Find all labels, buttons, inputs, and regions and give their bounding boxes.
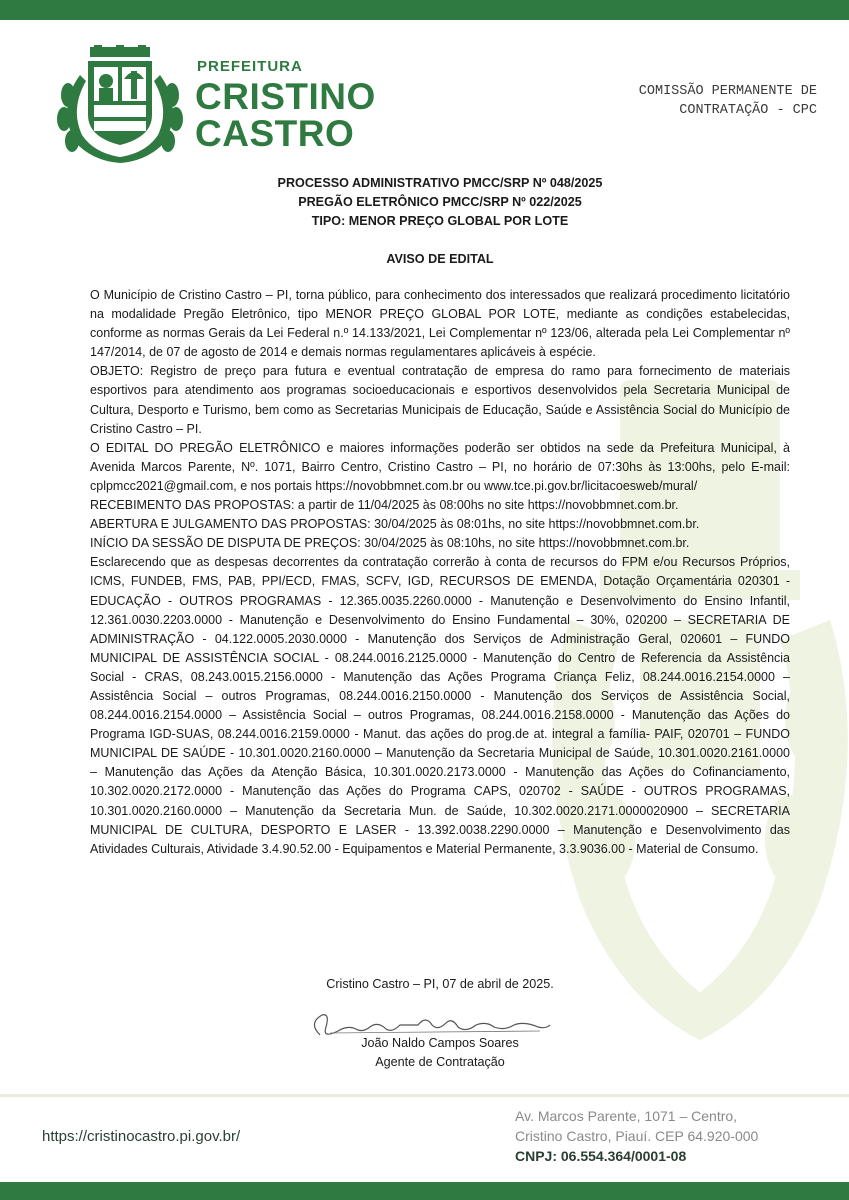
document-title — [90, 174, 790, 231]
brand-name-line1: CRISTINO — [195, 76, 376, 117]
footer-cnpj: CNPJ: 06.554.364/0001-08 — [515, 1148, 687, 1164]
paragraph-object: OBJETO: Registro de preço para futura e eventual contratação de empresa do ramo para fornecimento de materiais esportivos para atendimento aos programas socioeducacionais e esportivos desenvolvidos pela Secretaria Municipal de Cultura, Desporto e Turismo, bem como as Secretarias Municipais de Educação, Saúde e Assistência Social do Município de Cristino Castro – PI. — [90, 364, 790, 436]
city-crest-logo-icon — [50, 45, 190, 165]
title-line-process: PROCESSO ADMINISTRATIVO PMCC/SRP Nº 048/2025 — [277, 176, 603, 190]
commission-line1: COMISSÃO PERMANENTE DE — [638, 84, 817, 99]
footer-website: https://cristinocastro.pi.gov.br/ — [42, 1128, 241, 1145]
brand-prefix: PREFEITURA — [197, 58, 303, 75]
signer-name: João Naldo Campos Soares — [361, 1036, 519, 1050]
title-line-type: TIPO: MENOR PREÇO GLOBAL POR LOTE — [311, 214, 569, 228]
paragraph-intro: O Município de Cristino Castro – PI, torna público, para conhecimento dos interessados que realizará procedimento licitatório na modalidade Pregão Eletrônico, tipo MENOR PREÇO GLOBAL POR LOTE, mediante as condições estabelecidas, conforme as normas Gerais da Lei Federal n.º 14.133/2021, Lei Complementar nº 123/06, alterada pela Lei Complementar nº 147/2014, de 07 de agosto de 2014 e demais normas regulamentares aplicáveis à espécie. — [90, 288, 790, 360]
paragraph-dispute-start: INÍCIO DA SESSÃO DE DISPUTA DE PREÇOS: 30/04/2025 às 08:10hs, no site https://novobbmnet.com.br. — [90, 536, 690, 551]
paragraph-opening: ABERTURA E JULGAMENTO DAS PROPOSTAS: 30/04/2025 às 08:01hs, no site https://novobbmnet.com.br. — [90, 517, 700, 532]
commission-line2: CONTRATAÇÃO - CPC — [679, 103, 817, 118]
signature-date: Cristino Castro – PI, 07 de abril de 2025. — [326, 977, 554, 991]
signer-block — [300, 1034, 580, 1072]
signer-role: Agente de Contratação — [375, 1055, 505, 1069]
footer-address-line1: Av. Marcos Parente, 1071 – Centro, — [515, 1108, 738, 1124]
commission-header — [639, 82, 817, 120]
bottom-green-bar — [0, 1182, 849, 1200]
brand-name-line2: CASTRO — [195, 113, 355, 154]
top-green-bar — [0, 0, 849, 20]
document-subtitle: AVISO DE EDITAL — [386, 252, 494, 266]
brand-name — [195, 78, 376, 152]
title-line-pregao: PREGÃO ELETRÔNICO PMCC/SRP Nº 022/2025 — [298, 195, 582, 209]
footer-divider — [0, 1094, 849, 1097]
paragraph-edital-info: O EDITAL DO PREGÃO ELETRÔNICO e maiores informações poderão ser obtidos na sede da Prefeitura Municipal, à Avenida Marcos Parente, Nº. 1071, Bairro Centro, Cristino Castro – PI, no horário de 07:30hs às 13:00hs, pelo E-mail: cplpmcc2021@gmail.com, e nos portais https://novobbmnet.com.br ou www.tce.pi.gov.br/licitacoesweb/mural/ — [90, 440, 790, 493]
footer-address — [515, 1106, 758, 1166]
paragraph-receipt: RECEBIMENTO DAS PROPOSTAS: a partir de 11/04/2025 às 08:00hs no site https://novobbmnet.com.br. — [90, 498, 679, 513]
footer-address-line2: Cristino Castro, Piauí. CEP 64.920-000 — [515, 1128, 759, 1144]
paragraph-budget: Esclarecendo que as despesas decorrentes da contratação correrão à conta de recursos do FPM e/ou Recursos Próprios, ICMS, FUNDEB, FMS, PAB, PPI/ECD, FMAS, SCFV, IGD, RECURSOS DE EMENDA, Dotação Orçamentária 020301 - EDUCAÇÃO - OUTROS PROGRAMAS - 12.365.0035.2260.0000 - Manutenção e Desenvolvimento do Ensino Infantil, 12.361.0030.2203.0000 - Manutenção e Desenvolvimento do Ensino Fundamental – 30%, 020200 – SECRETARIA DE ADMINISTRAÇÃO - 04.122.0005.2030.0000 - Manutenção dos Serviços de Administração Geral, 020601 – FUNDO MUNICIPAL DE ASSISTÊNCIA SOCIAL - 08.244.0016.2125.0000 - Manutenção do Centro de Referencia da Assistência Social - CRAS, 08.243.0015.2156.0000 - Manutenção das Ações Programa Criança Feliz, 08.244.0016.2154.0000 – Assistência Social – outros Programas, 08.244.0016.2150.0000 - Manutenção dos Serviços de Assistência Social, 08.244.0016.2154.0000 – Assistência Social – outros Programas, 08.244.0016.2158.0000 - Manutenção das Ações do Programa IGD-SUAS, 08.244.0016.2159.0000 - Manut. das ações do prog.de at. integral a família- PAIF, 020701 – FUNDO MUNICIPAL DE SAÚDE - 10.301.0020.2160.0000 – Manutenção da Secretaria Municipal de Saúde, 10.301.0020.2161.0000 – Manutenção das Ações da Atenção Básica, 10.301.0020.2173.0000 - Manutenção das Ações do Cofinanciamento, 10.302.0020.2172.0000 - Manutenção das Ações do Programa CAPS, 020702 - SAÚDE - OUTROS PROGRAMAS, 10.301.0020.2160.0000 – Manutenção da Secretaria Mun. de Saúde, 10.302.0020.2171.0000020900 – SECRETARIA MUNICIPAL DE CULTURA, DESPORTO E LASER - 13.392.0038.2290.0000 – Manutenção e Desenvolvimento das Atividades Culturais, Atividade 3.4.90.52.00 - Equipamentos e Material Permanente, 3.3.9036.00 - Material de Consumo. — [90, 555, 790, 856]
document-body — [90, 286, 790, 859]
